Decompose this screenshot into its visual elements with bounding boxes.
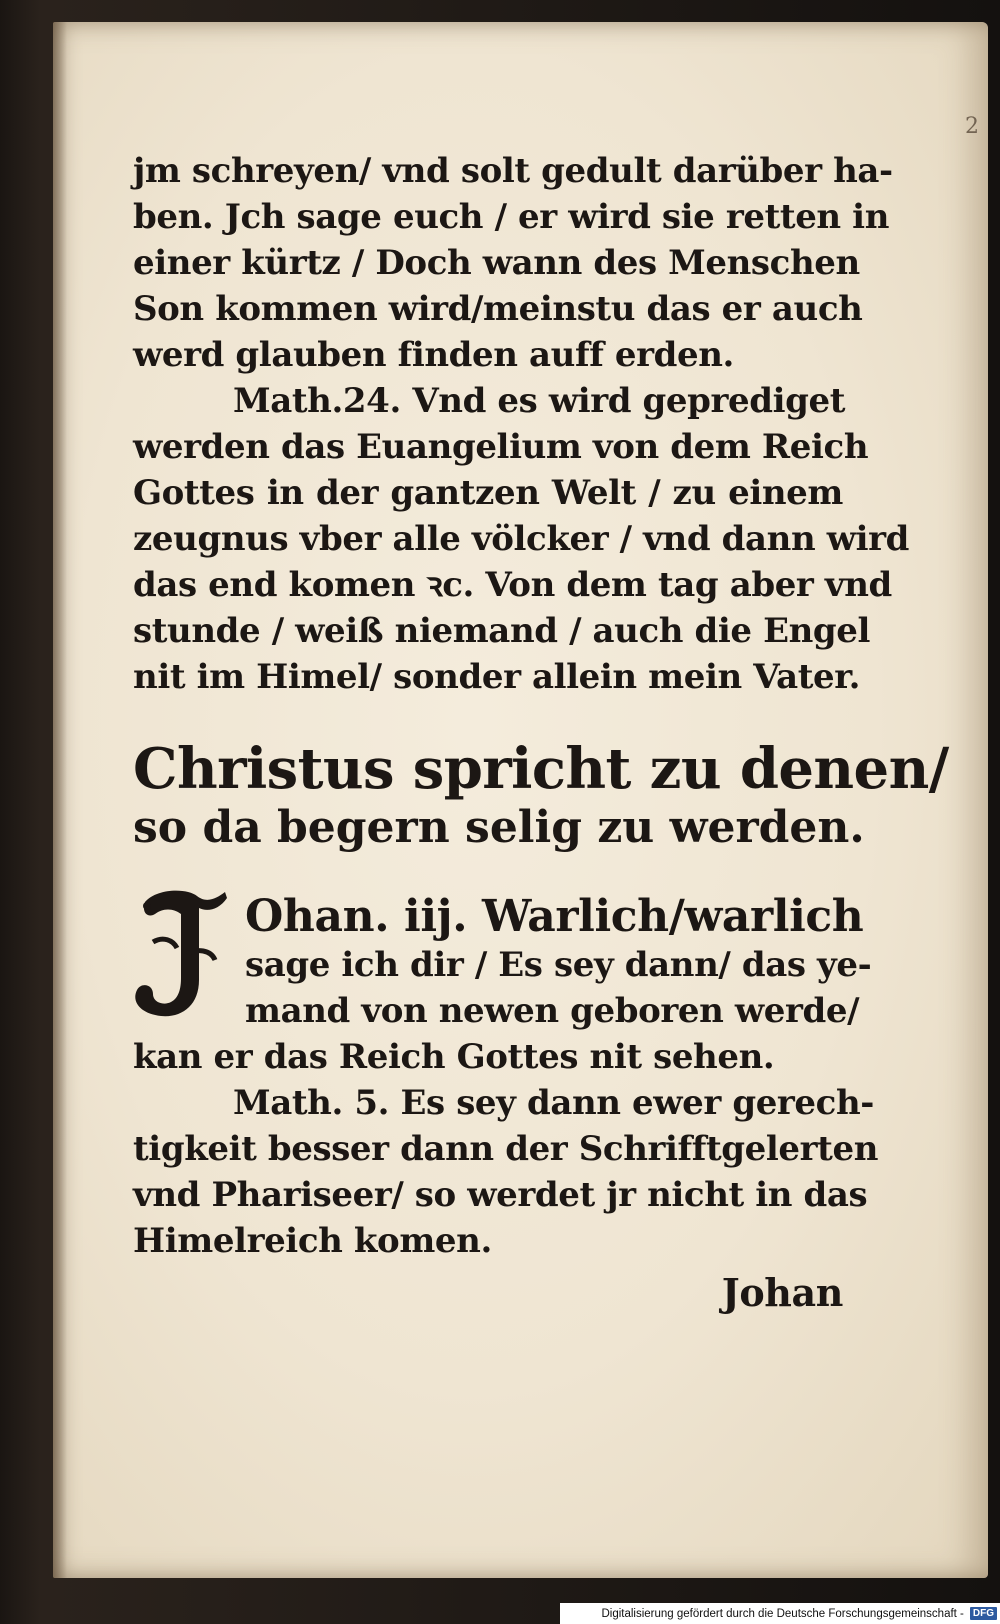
paragraph-3 (133, 891, 872, 1080)
footer-credit-text: Digitalisierung gefördert durch die Deutsche Forschungsgemeinschaft - (601, 1607, 964, 1620)
text-line: sage ich dir / Es sey dann/ das ye- (245, 945, 872, 985)
text-line: zeugnus vber alle völcker / vnd dann wird (133, 519, 909, 559)
paragraph-4 (133, 1080, 879, 1264)
paragraph-2 (133, 378, 909, 700)
heading-line-1: Christus spricht zu denen/ (133, 736, 949, 802)
text-line: einer kürtz / Doch wann des Menschen (133, 243, 860, 283)
text-line: Ohan. iij. Warlich/warlich (245, 891, 864, 942)
spine-shadow (53, 22, 67, 1578)
text-line: stunde / weiß niemand / auch die Engel (133, 611, 871, 651)
text-line: ben. Jch sage euch / er wird sie retten in (133, 197, 890, 237)
text-block (133, 148, 949, 1315)
section-heading (133, 736, 949, 856)
dfg-logo: DFG (970, 1607, 997, 1620)
text-line: Math.24. Vnd es wird geprediget (233, 381, 846, 421)
text-line: kan er das Reich Gottes nit sehen. (133, 1037, 775, 1077)
text-line: tigkeit besser dann der Schrifftgelerten (133, 1129, 879, 1169)
footer-credit (560, 1603, 1000, 1624)
heading-line-2: so da begern selig zu werden. (133, 802, 865, 853)
text-line: Gottes in der gantzen Welt / zu einem (133, 473, 843, 513)
text-line: Son kommen wird/meinstu das er auch (133, 289, 863, 329)
text-line: das end komen ꝛc. Von dem tag aber vnd (133, 565, 892, 605)
text-line: werd glauben finden auff erden. (133, 335, 734, 375)
text-line: nit im Himel/ sonder allein mein Vater. (133, 657, 861, 697)
text-line: jm schreyen/ vnd solt gedult darüber ha- (133, 151, 893, 191)
text-line: Himelreich komen. (133, 1221, 492, 1261)
text-line: vnd Phariseer/ so werdet jr nicht in das (133, 1175, 868, 1215)
text-line: Math. 5. Es sey dann ewer gerech- (233, 1083, 875, 1123)
paragraph-1 (133, 148, 893, 378)
catchword: Johan (721, 1270, 843, 1315)
text-line: mand von newen geboren werde/ (245, 991, 860, 1031)
drop-cap-initial (127, 884, 237, 1024)
page-mark: 2 (965, 114, 979, 139)
text-line: werden das Euangelium von dem Reich (133, 427, 869, 467)
